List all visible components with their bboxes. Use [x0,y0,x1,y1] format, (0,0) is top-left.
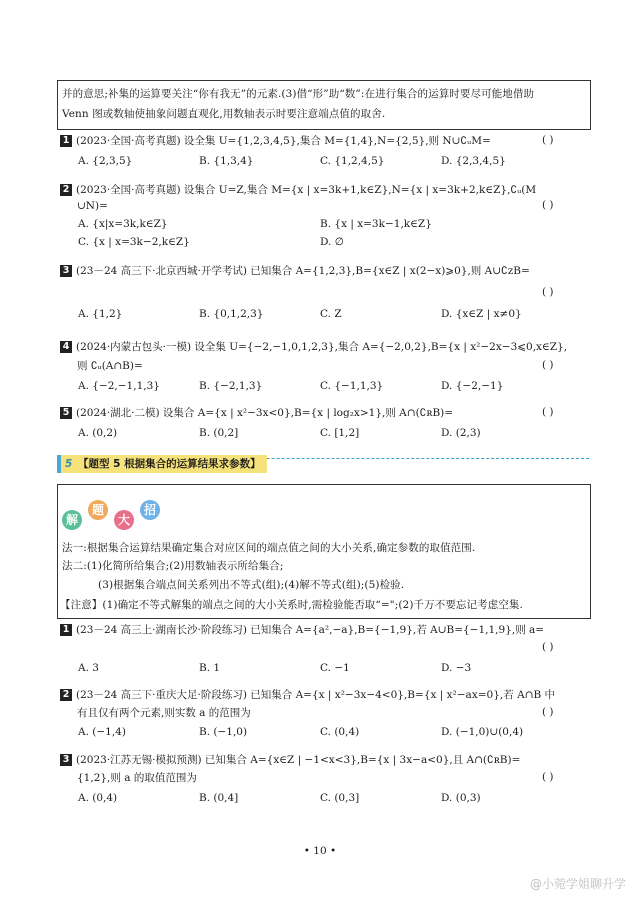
question-a2-line2: ∪N)= [77,200,108,212]
option-a: A. (0,4) [78,792,118,804]
question-b3-line2: {1,2},则 a 的取值范围为 [77,772,197,784]
option-a: A. {x|x=3k,k∈Z} [78,218,168,230]
question-a5 [60,406,590,420]
question-text: (2023·江苏无锡·模拟预测) 已知集合 A={x∈Z | −1<x<3},B={x | 3x−a<0},且 A∩(∁ʀB)= [76,754,521,766]
answer-paren: ( ) [542,771,554,783]
watermark: @小菀学姐聊升学 [529,877,626,891]
question-number: 1 [60,135,72,147]
option-c: C. (0,3] [320,792,360,804]
section-title: 【题型 5 根据集合的运算结果求参数】 [77,458,261,470]
option-b: B. {−2,1,3} [199,380,263,392]
badge-2: 题 [88,500,108,520]
option-a: A. {−2,−1,1,3} [78,380,160,392]
answer-paren: ( ) [542,199,554,211]
answer-paren: ( ) [542,359,554,371]
tips-line-1: 法一:根据集合运算结果确定集合对应区间的端点值之间的大小关系,确定参数的取值范围. [62,542,476,554]
question-number: 3 [60,754,72,766]
option-b: B. (0,4] [199,792,239,804]
question-a4-line2: 则 ∁ᵤ(A∩B)= [77,360,143,372]
question-a2 [60,183,590,197]
question-a1 [60,134,590,148]
answer-paren: ( ) [542,134,554,146]
option-c: C. {x | x=3k−2,k∈Z} [78,236,190,248]
page-number: • 10 • [303,845,337,857]
option-b: B. {1,3,4} [199,155,254,167]
answer-paren: ( ) [542,706,554,718]
answer-paren: ( ) [542,641,554,653]
option-a: A. 3 [78,662,99,674]
question-number: 2 [60,184,72,196]
option-d: D. (−1,0)∪(0,4) [441,726,524,738]
question-text: (2024·湖北·二模) 设集合 A={x | x²−3x<0},B={x | log₂x>1},则 A∩(∁ʀB)= [76,407,454,419]
badge-4: 招 [140,500,160,520]
option-b: B. {0,1,2,3} [199,308,264,320]
question-text: (2023·全国·高考真题) 设全集 U={1,2,3,4,5},集合 M={1,4},N={2,5},则 N∪∁ᵤM= [76,135,491,147]
option-d: D. (0,3) [441,792,481,804]
option-a: A. (0,2) [78,427,118,439]
question-text: (2023·全国·高考真题) 设集合 U=Z,集合 M={x | x=3k+1,k∈Z},N={x | x=3k+2,k∈Z},∁ᵤ(M [76,184,537,196]
option-c: C. {1,2,4,5} [320,155,385,167]
option-a: A. (−1,4) [78,726,126,738]
answer-paren: ( ) [542,406,554,418]
intro-line-2: Venn 图或数轴使抽象问题直观化,用数轴表示时要注意端点值的取舍. [62,108,386,120]
question-b2-line2: 有且仅有两个元素,则实数 a 的范围为 [77,707,251,719]
option-a: A. {1,2} [78,308,123,320]
option-b: B. 1 [199,662,221,674]
option-c: C. (0,4) [320,726,360,738]
option-c: C. −1 [320,662,350,674]
question-b3 [60,753,590,767]
question-text: (2024·内蒙古包头·一模) 设全集 U={−2,−1,0,1,2,3},集合 A={−2,0,2},B={x | x²−2x−3⩽0,x∈Z}, [76,341,568,353]
option-b: B. (0,2] [199,427,239,439]
question-number: 4 [60,341,72,353]
option-c: C. Z [320,308,342,320]
question-text: (23－24 高三上·湖南长沙·阶段练习) 已知集合 A={a²,−a},B={−1,9},若 A∪B={−1,1,9},则 a= [76,624,545,636]
section-heading [57,455,267,473]
section-index: 5 [65,458,73,470]
question-number: 5 [60,407,72,419]
tips-line-4: 【注意】(1)确定不等式解集的端点之间的大小关系时,需检验能否取“=";(2)千万不要忘记考虑空集. [60,599,523,611]
tips-line-3: (3)根据集合端点间关系列出不等式(组);(4)解不等式(组);(5)检验. [98,579,405,591]
option-d: D. {−2,−1} [441,380,504,392]
question-text: (23－24 高三下·重庆大足·阶段练习) 已知集合 A={x | x²−3x−4<0},B={x | x²−ax=0},若 A∩B 中 [76,689,556,701]
option-d: D. {x∈Z | x≠0} [441,308,522,320]
option-d: D. (2,3) [441,427,481,439]
question-number: 1 [60,624,72,636]
question-number: 3 [60,265,72,277]
option-b: B. (−1,0) [199,726,248,738]
option-d: D. ∅ [320,236,344,248]
question-a3 [60,264,590,278]
option-c: C. [1,2] [320,427,360,439]
answer-paren: ( ) [542,286,554,298]
option-b: B. {x | x=3k−1,k∈Z} [320,218,432,230]
option-c: C. {−1,1,3} [320,380,384,392]
badge-3: 大 [114,510,134,530]
question-b2 [60,688,590,702]
option-d: D. {2,3,4,5} [441,155,506,167]
question-a4 [60,340,590,354]
question-text: (23－24 高三下·北京西城·开学考试) 已知集合 A={1,2,3},B={x∈Z | x(2−x)⩾0},则 A∪∁ᴢB= [76,265,530,277]
intro-line-1: 并的意思;补集的运算要关注“你有我无”的元素.(3)借“形”助“数”:在进行集合的运算时要尽可能地借助 [62,88,535,100]
option-d: D. −3 [441,662,472,674]
question-number: 2 [60,689,72,701]
question-b1 [60,623,590,637]
badge-1: 解 [62,510,82,530]
tips-line-2: 法二:(1)化简所给集合;(2)用数轴表示所给集合; [62,560,284,572]
option-a: A. {2,3,5} [78,155,133,167]
